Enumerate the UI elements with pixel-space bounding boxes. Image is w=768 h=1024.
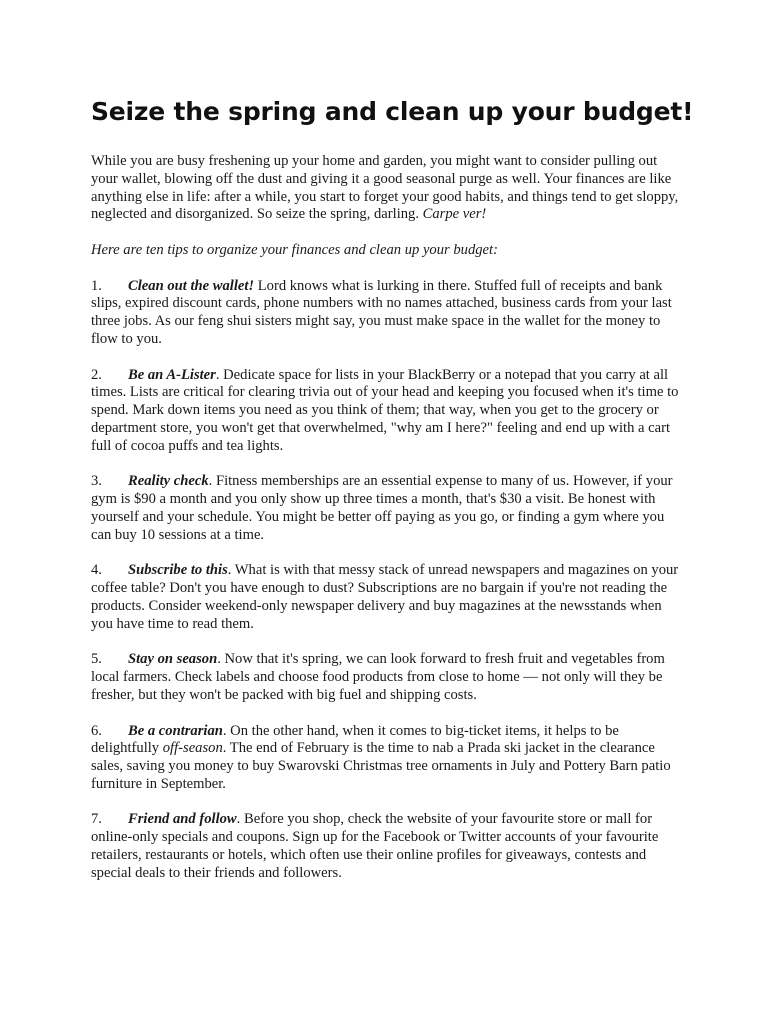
tip-text: . Dedicate space for lists in your BlackBerry or a notepad that you carry at all times. Lists are critical for clearing trivia out of your head and keeping you focused when it's time to spend. Mark down items you need as you think of them; that way, when you get to the grocery or department store, you won't get that overwhelmed, "why am I here?" feeling and end up with a cart full of cocoa puffs and tea lights. [91,366,679,454]
tip-item [91,723,681,794]
intro-text: While you are busy freshening up your home and garden, you might want to consider pulling out your wallet, blowing off the dust and giving it a good seasonal purge as well. Your finances are like anything else in life: after a while, you start to forget your good habits, and things tend to get sloppy, neglected and disorganized. So seize the spring, darling. [91,153,679,223]
tip-text: Lord knows what is lurking in there. Stuffed full of receipts and bank slips, expired discount cards, phone numbers with no names attached, business cards from your last three jobs. As our feng shui sisters might say, you must make space in the wallet for the money to flow to you. [91,277,672,347]
intro-paragraph [91,153,681,224]
tip-heading: Subscribe to this [128,562,228,579]
tip-text-after: . The end of February is the time to nab a Prada ski jacket in the clearance sales, saving you money to buy Swarovski Christmas tree ornaments in July and Pottery Barn patio furniture in September. [91,740,671,792]
tip-text: . What is with that messy stack of unread newspapers and magazines on your coffee table? Don't you have enough to dust? Subscriptions are no bargain if you're not reading the products. Consider weekend-only newspaper delivery and buy magazines at the newsstands when you have time to read them. [91,562,679,632]
tip-heading: Be a contrarian [128,722,223,739]
intro-closing: Carpe ver! [422,206,487,223]
tip-item [91,278,681,349]
tip-number: 6. [91,722,102,739]
tip-heading: Be an A-Lister [128,366,216,383]
tip-item [91,811,681,882]
tip-heading: Friend and follow [128,811,237,828]
tip-number: 5. [91,651,102,668]
tip-item [91,651,681,704]
tip-item [91,367,681,456]
tip-text: . Fitness memberships are an essential expense to many of us. However, if your gym is $90 a month and you only show up three times a month, that's $30 a visit. Be honest with yourself and your schedule. You might be better off paying as you go, or finding a gym where you can buy 10 sessions at a time. [91,473,673,543]
document-body [91,153,681,900]
tip-text-before: . On the other hand, when it comes to big-ticket items, it helps to be delightfully [91,722,619,757]
tip-heading: Clean out the wallet! [128,277,255,294]
tip-number: 3. [91,473,102,490]
tip-heading: Stay on season [128,651,218,668]
document-title: Seize the spring and clean up your budget! [91,97,694,126]
tips-lead: Here are ten tips to organize your finances and clean up your budget: [91,241,498,258]
tip-number: 2. [91,366,102,383]
tip-heading: Reality check [128,473,209,490]
tip-number: 7. [91,811,102,828]
tip-number: 1. [91,277,102,294]
tip-italic-phrase: off-season [162,740,223,757]
tip-text: . Before you shop, check the website of your favourite store or mall for online-only specials and coupons. Sign up for the Facebook or Twitter accounts of your favourite retailers, restaurants or hotels, which often use their online profiles for giveaways, contests and special deals to their friends and followers. [91,811,659,881]
tip-item [91,473,681,544]
tip-item [91,562,681,633]
tip-number: 4. [91,562,102,579]
tip-text: . Now that it's spring, we can look forward to fresh fruit and vegetables from local farmers. Check labels and choose food products from close to home — not only will they be fresher, but they won't be packed with big fuel and shipping costs. [91,651,665,703]
